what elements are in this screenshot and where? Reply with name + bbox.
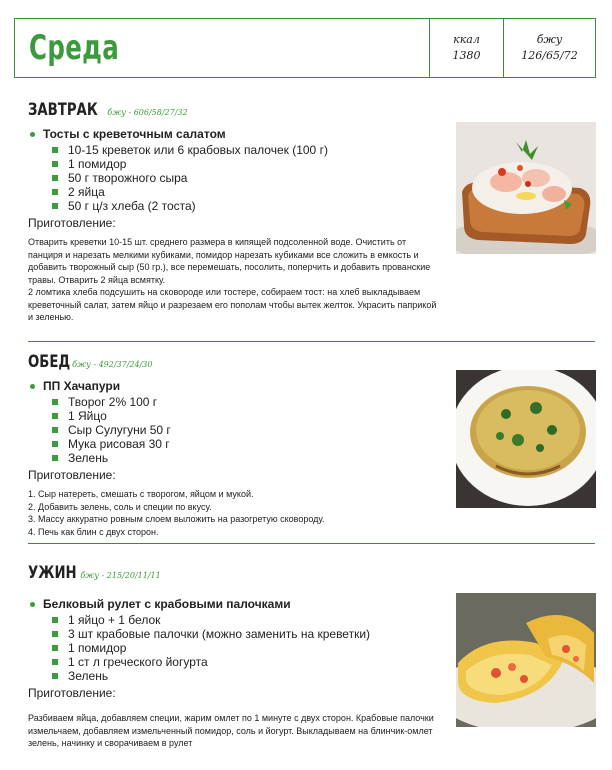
square-bullet-icon — [52, 645, 58, 651]
breakfast-dish — [28, 127, 438, 141]
square-bullet-icon — [52, 189, 58, 195]
lunch-ingredients — [52, 395, 438, 465]
dinner-dish — [28, 597, 438, 611]
bju-value: 126/65/72 — [521, 49, 578, 62]
dinner-title: УЖИН — [28, 563, 77, 583]
square-bullet-icon — [52, 673, 58, 679]
ingredient-item: 10-15 креветок или 6 крабовых палочек (100 г) — [52, 143, 438, 157]
square-bullet-icon — [52, 441, 58, 447]
day-title: Среда — [29, 28, 120, 68]
ingredient-item: Творог 2% 100 г — [52, 395, 438, 409]
lunch-dish-name: ПП Хачапури — [43, 379, 121, 393]
square-bullet-icon — [52, 631, 58, 637]
ingredient-item: 50 г творожного сыра — [52, 171, 438, 185]
day-header — [14, 18, 596, 78]
breakfast-title: ЗАВТРАК — [28, 100, 98, 120]
breakfast-section — [28, 100, 438, 324]
ingredient-item: 2 яйца — [52, 185, 438, 199]
square-bullet-icon — [52, 161, 58, 167]
ingredient-item: Зелень — [52, 451, 438, 465]
ingredient-item: 50 г ц/з хлеба (2 тоста) — [52, 199, 438, 213]
square-bullet-icon — [52, 413, 58, 419]
breakfast-bju: бжу - 606/58/27/32 — [107, 108, 188, 117]
lunch-photo — [456, 370, 596, 508]
square-bullet-icon — [52, 203, 58, 209]
square-bullet-icon — [52, 147, 58, 153]
kcal-value: 1380 — [452, 49, 481, 62]
square-bullet-icon — [52, 659, 58, 665]
kcal-label: ккал — [453, 33, 480, 46]
ingredient-item: 1 помидор — [52, 157, 438, 171]
section-divider — [28, 543, 595, 544]
dinner-section — [28, 563, 438, 750]
dinner-bju: бжу - 215/20/11/11 — [80, 571, 161, 580]
breakfast-prep-label: Приготовление: — [28, 216, 116, 230]
dinner-photo — [456, 593, 596, 727]
dinner-dish-name: Белковый рулет с крабовыми палочками — [43, 597, 291, 611]
lunch-bju: бжу - 492/37/24/30 — [72, 360, 153, 369]
ingredient-item: 1 помидор — [52, 641, 438, 655]
ingredient-item: Зелень — [52, 669, 438, 683]
breakfast-ingredients — [52, 143, 438, 213]
ingredient-item: 1 яйцо + 1 белок — [52, 613, 438, 627]
lunch-dish — [28, 379, 438, 393]
ingredient-item: 3 шт крабовые палочки (можно заменить на креветки) — [52, 627, 438, 641]
ingredient-item: Мука рисовая 30 г — [52, 437, 438, 451]
square-bullet-icon — [52, 427, 58, 433]
square-bullet-icon — [52, 175, 58, 181]
lunch-prep-text: 1. Сыр натереть, смешать с творогом, яйцом и мукой. 2. Добавить зелень, соль и специи по вкусу. 3. Массу аккуратно ровным слоем выложить на разогретую сковороду. 4. Печь как блин с двух сторон. — [28, 489, 325, 537]
kcal-cell — [429, 19, 503, 77]
ingredient-item: 1 ст л греческого йогурта — [52, 655, 438, 669]
bullet-icon — [30, 384, 35, 389]
lunch-title: ОБЕД — [28, 352, 71, 372]
bullet-icon — [30, 132, 35, 137]
square-bullet-icon — [52, 455, 58, 461]
breakfast-prep-text: Отварить креветки 10-15 шт. среднего размера в кипящей подсоленной воде. Очистить от панциря и нарезать мелкими кубиками, помидор нарезать кубиками все сложить в емкость и добавить творожный сыр (50 гр.), все перемешать, посолить, поперчить и добавить прованские травы. Отварить 2 яйца всмятку. 2 ломтика хлеба подсушить на сковороде или тостере, собираем тост: на хлеб выкладываем креветочный салат, затем яйцо и разрезаем его пополам чтобы вытек желток. Украсить паприкой и зеленью. — [28, 237, 437, 322]
section-divider — [28, 341, 595, 342]
breakfast-photo — [456, 122, 596, 254]
dinner-prep-label: Приготовление: — [28, 686, 116, 700]
breakfast-dish-name: Тосты с креветочным салатом — [43, 127, 226, 141]
bullet-icon — [30, 602, 35, 607]
dinner-ingredients — [52, 613, 438, 683]
lunch-prep-label: Приготовление: — [28, 468, 116, 482]
ingredient-item: Сыр Сулугуни 50 г — [52, 423, 438, 437]
square-bullet-icon — [52, 617, 58, 623]
bju-label: бжу — [536, 33, 563, 46]
dinner-prep-text: Разбиваем яйца, добавляем специи, жарим омлет по 1 минуте с двух сторон. Крабовые палочки измельчаем, добавляем измельченный помидор, соль и йогурт. Выкладываем на блинчик-омлет зелень, начинку и сворачиваем в рулет — [28, 713, 434, 748]
bju-cell — [503, 19, 595, 77]
square-bullet-icon — [52, 399, 58, 405]
ingredient-item: 1 Яйцо — [52, 409, 438, 423]
lunch-section — [28, 352, 438, 538]
